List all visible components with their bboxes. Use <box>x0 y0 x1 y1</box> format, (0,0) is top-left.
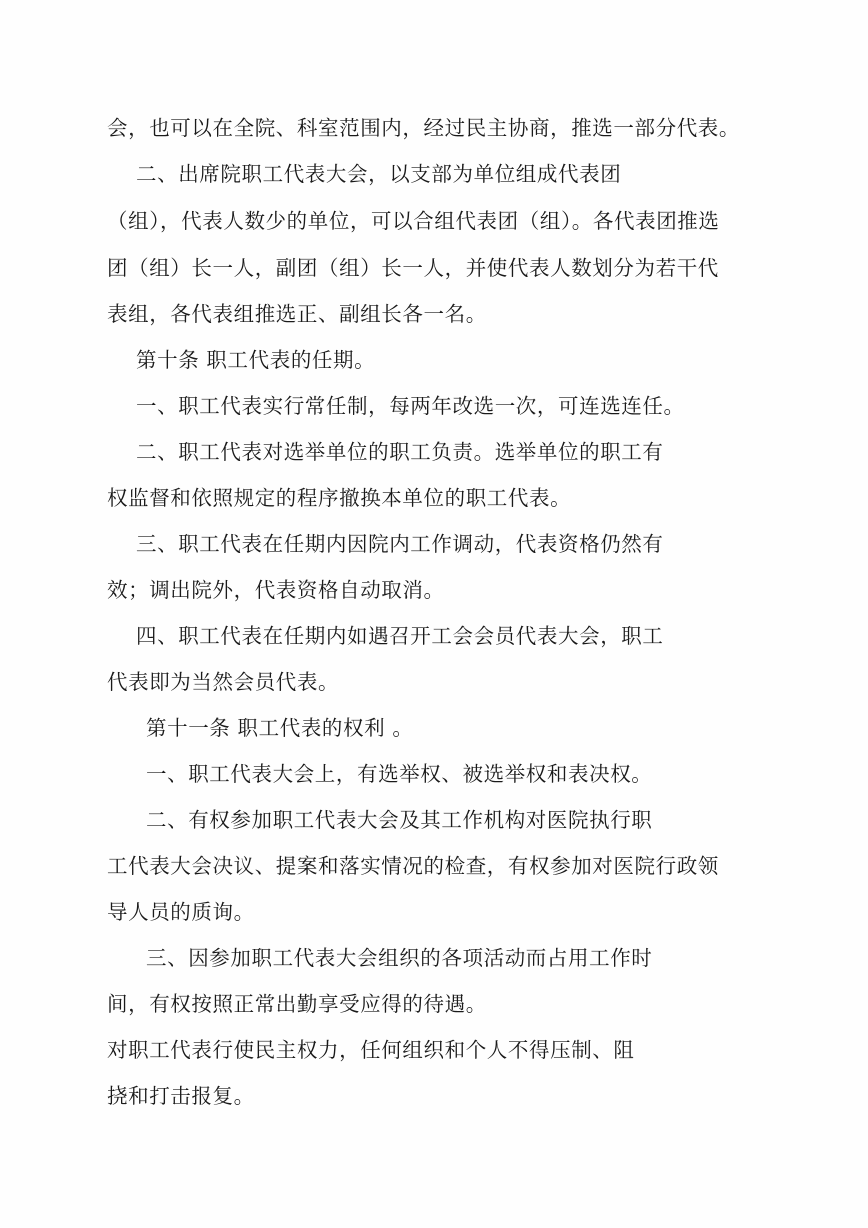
text-line: 对职工代表行使民主权力，任何组织和个人不得压制、阻 <box>107 1038 635 1062</box>
text-line: 一、职工代表大会上，有选举权、被选举权和表决权。 <box>146 762 653 786</box>
text-line: 二、出席院职工代表大会，以支部为单位组成代表团 <box>136 162 622 186</box>
text-line: 权监督和依照规定的程序撤换本单位的职工代表。 <box>107 486 572 510</box>
text-line: 一、职工代表实行常任制，每两年改选一次，可连选连任。 <box>136 394 685 418</box>
text-line: 间，有权按照正常出勤享受应得的待遇。 <box>107 992 487 1016</box>
text-line: （组），代表人数少的单位，可以合组代表团（组）。各代表团推选 <box>107 209 720 233</box>
text-line: 导人员的质询。 <box>107 900 255 924</box>
text-line: 表组，各代表组推选正、副组长各一名。 <box>107 302 487 326</box>
text-line: 会，也可以在全院、科室范围内，经过民主协商，推选一部分代表。 <box>107 116 740 140</box>
text-line: 三、职工代表在任期内因院内工作调动，代表资格仍然有 <box>136 532 664 556</box>
text-line: 挠和打击报复。 <box>107 1084 255 1108</box>
section-heading: 第十一条 职工代表的权利 。 <box>146 716 414 740</box>
text-line: 四、职工代表在任期内如遇召开工会会员代表大会，职工 <box>136 624 664 648</box>
text-line: 效；调出院外，代表资格自动取消。 <box>107 578 445 602</box>
text-line: 二、有权参加职工代表大会及其工作机构对医院执行职 <box>146 808 653 832</box>
text-line: 代表即为当然会员代表。 <box>107 670 340 694</box>
text-line: 工代表大会决议、提案和落实情况的检查，有权参加对医院行政领 <box>107 854 719 878</box>
text-line: 三、因参加职工代表大会组织的各项活动而占用工作时 <box>146 946 653 970</box>
text-line: 二、职工代表对选举单位的职工负责。选举单位的职工有 <box>136 440 664 464</box>
text-line: 团（组）长一人，副团（组）长一人，并使代表人数划分为若干代 <box>107 256 719 280</box>
section-heading: 第十条 职工代表的任期。 <box>136 348 376 372</box>
